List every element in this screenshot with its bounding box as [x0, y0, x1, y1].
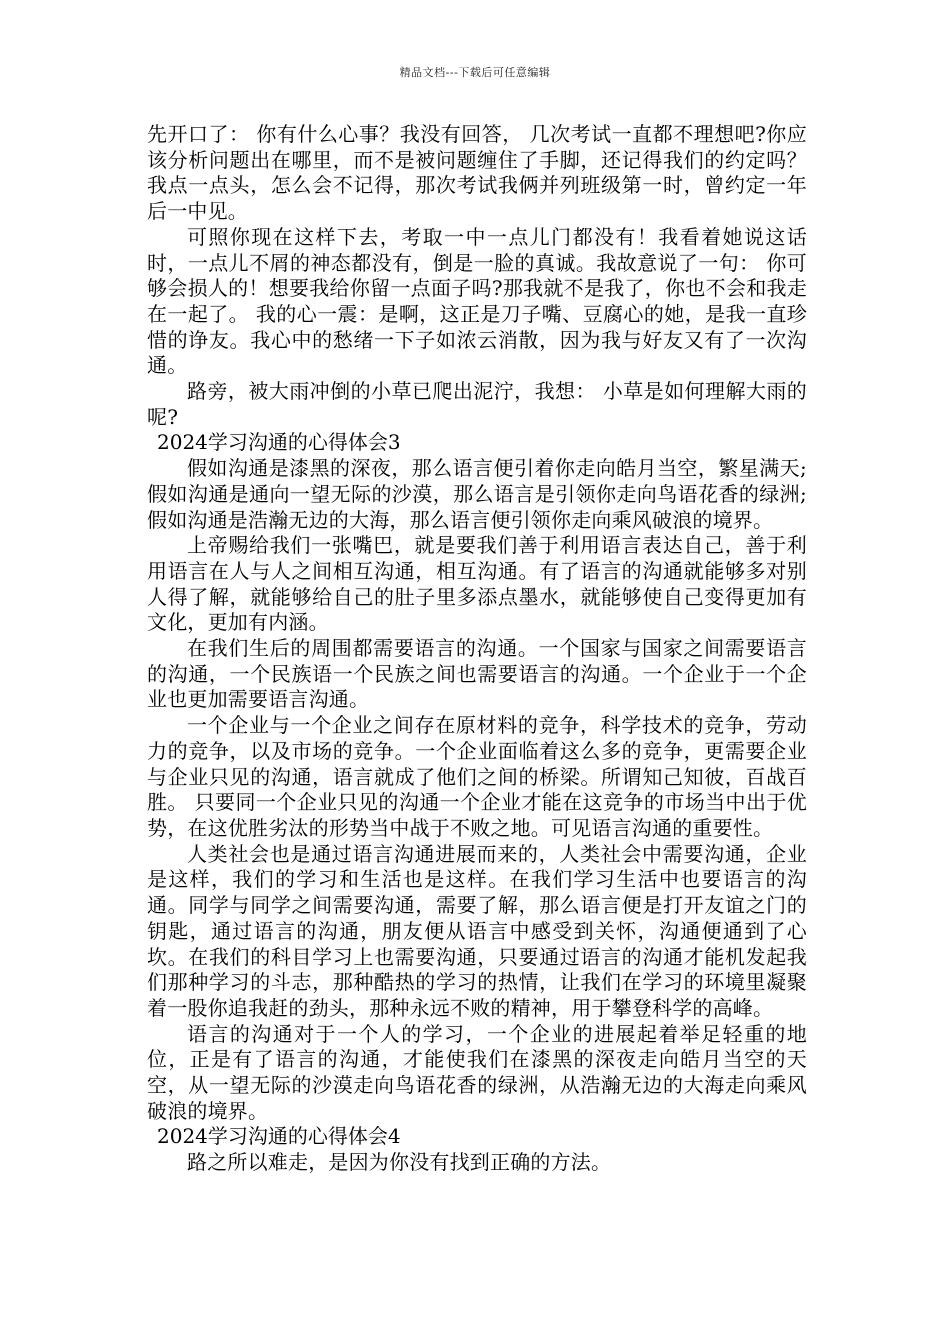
- paragraph: 可照你现在这样下去，考取一中一点儿门都没有！我看着她说这话时，一点儿不屑的神态都没有，倒是一脸的真诚。我故意说了一句： 你可够会损人的！想要我给你留一点面子吗?那我就不是我了，你也不会和我走在一起了。 我的心一震：是啊，这正是刀子嘴、豆腐心的她，是我一直珍惜的诤友。我心中的愁绪一下子如浓云消散，因为我与好友又有了一次沟通。: [147, 224, 807, 378]
- paragraph: 路之所以难走，是因为你没有找到正确的方法。: [187, 1150, 612, 1175]
- paragraph: 先开口了： 你有什么心事？我没有回答， 几次考试一直都不理想吧?你应该分析问题出在哪里，而不是被问题缠住了手脚，还记得我们的约定吗？我点一点头，怎么会不记得，那次考试我俩并列班级第一时，曾约定一年后一中见。: [147, 122, 807, 224]
- section-heading: 2024学习沟通的心得体会4: [157, 1124, 401, 1149]
- document-body: [147, 122, 807, 1176]
- paragraph: 语言的沟通对于一个人的学习，一个企业的进展起着举足轻重的地位，正是有了语言的沟通，才能使我们在漆黑的深夜走向皓月当空的天空，从一望无际的沙漠走向鸟语花香的绿洲，从浩瀚无边的大海走向乘风破浪的境界。: [147, 1021, 807, 1123]
- page-header: 精品文档---下载后可任意编辑: [399, 66, 551, 79]
- paragraph: 上帝赐给我们一张嘴巴，就是要我们善于利用语言表达自己，善于利用语言在人与人之间相互沟通，相互沟通。有了语言的沟通就能够多对别人得了解，就能够给自己的肚子里多添点墨水，就能够使自己变得更加有文化，更加有内涵。: [147, 533, 807, 635]
- section-heading: 2024学习沟通的心得体会3: [157, 430, 401, 455]
- paragraph: 假如沟通是漆黑的深夜，那么语言便引着你走向皓月当空，繁星满天;假如沟通是通向一望无际的沙漠，那么语言是引领你走向鸟语花香的绿洲;假如沟通是浩瀚无边的大海，那么语言便引领你走向乘风破浪的境界。: [147, 456, 807, 532]
- paragraph: 路旁，被大雨冲倒的小草已爬出泥泞，我想： 小草是如何理解大雨的呢?: [147, 379, 807, 429]
- paragraph: 在我们生后的周围都需要语言的沟通。一个国家与国家之间需要语言的沟通，一个民族语一个民族之间也需要语言的沟通。一个企业于一个企业也更加需要语言沟通。: [147, 636, 807, 712]
- paragraph: 人类社会也是通过语言沟通进展而来的，人类社会中需要沟通，企业是这样，我们的学习和生活也是这样。在我们学习生活中也要语言的沟通。同学与同学之间需要沟通，需要了解，那么语言便是打开友谊之门的钥匙，通过语言的沟通，朋友便从语言中感受到关怀，沟通便通到了心坎。在我们的科目学习上也需要沟通，只要通过语言的沟通才能机发起我们那种学习的斗志，那种酷热的学习的热情，让我们在学习的环境里凝聚着一股你追我赶的劲头，那种永远不败的精神，用于攀登科学的高峰。: [147, 841, 807, 1020]
- paragraph: 一个企业与一个企业之间存在原材料的竞争，科学技术的竞争，劳动力的竞争，以及市场的竞争。一个企业面临着这么多的竞争，更需要企业与企业只见的沟通，语言就成了他们之间的桥梁。所谓知己知彼，百战百胜。 只要同一个企业只见的沟通一个企业才能在这竞争的市场当中出于优势，在这优胜劣汰的形势当中战于不败之地。可见语言沟通的重要性。: [147, 713, 807, 840]
